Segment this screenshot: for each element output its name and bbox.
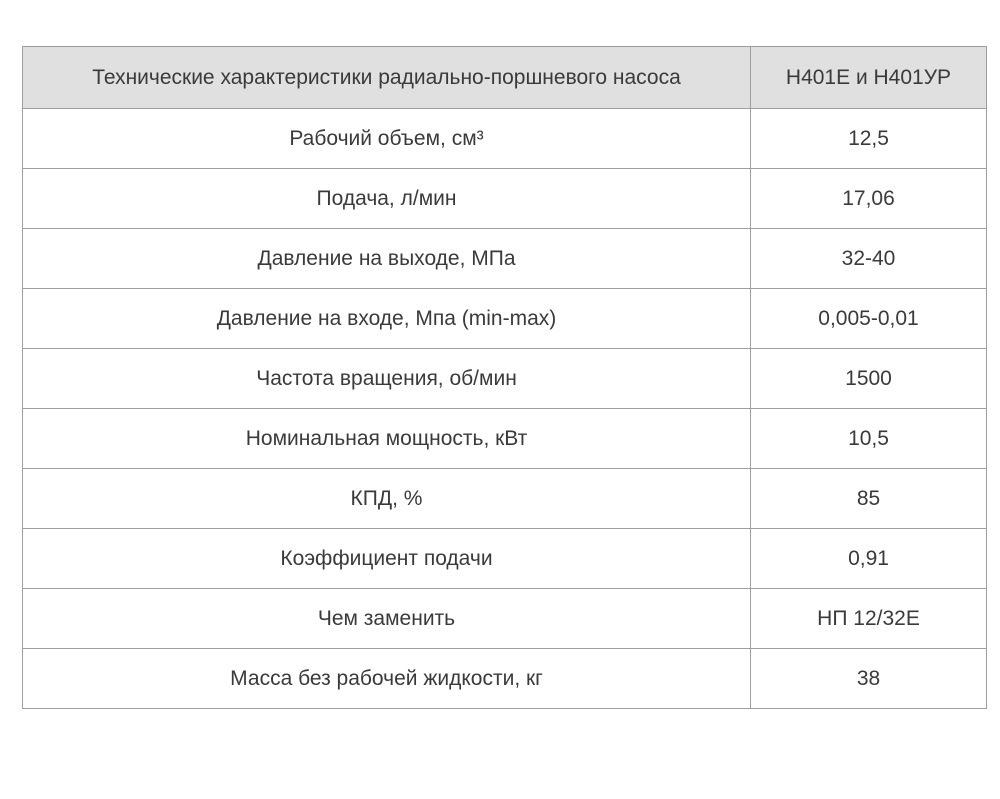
row-value: 32-40 [751, 229, 987, 289]
row-value: 85 [751, 469, 987, 529]
row-label: Рабочий объем, см³ [23, 109, 751, 169]
row-value: 12,5 [751, 109, 987, 169]
table-row [23, 409, 987, 469]
table-header-row [23, 47, 987, 109]
row-label: КПД, % [23, 469, 751, 529]
header-characteristics: Технические характеристики радиально-поршневого насоса [23, 47, 751, 109]
table-row [23, 469, 987, 529]
table-row [23, 589, 987, 649]
row-value: 10,5 [751, 409, 987, 469]
table-row [23, 649, 987, 709]
row-label: Чем заменить [23, 589, 751, 649]
table-row [23, 289, 987, 349]
row-value: 1500 [751, 349, 987, 409]
header-pump-model: Н401Е и Н401УР [751, 47, 987, 109]
row-label: Коэффициент подачи [23, 529, 751, 589]
table-row [23, 169, 987, 229]
table-row [23, 529, 987, 589]
row-value: 0,005-0,01 [751, 289, 987, 349]
row-label: Давление на входе, Мпа (min-max) [23, 289, 751, 349]
table-row [23, 349, 987, 409]
specifications-table [22, 46, 987, 709]
table-row [23, 109, 987, 169]
row-value: 38 [751, 649, 987, 709]
table-row [23, 229, 987, 289]
row-label: Масса без рабочей жидкости, кг [23, 649, 751, 709]
row-value: НП 12/32Е [751, 589, 987, 649]
row-value: 17,06 [751, 169, 987, 229]
row-label: Номинальная мощность, кВт [23, 409, 751, 469]
row-value: 0,91 [751, 529, 987, 589]
row-label: Давление на выходе, МПа [23, 229, 751, 289]
row-label: Частота вращения, об/мин [23, 349, 751, 409]
row-label: Подача, л/мин [23, 169, 751, 229]
